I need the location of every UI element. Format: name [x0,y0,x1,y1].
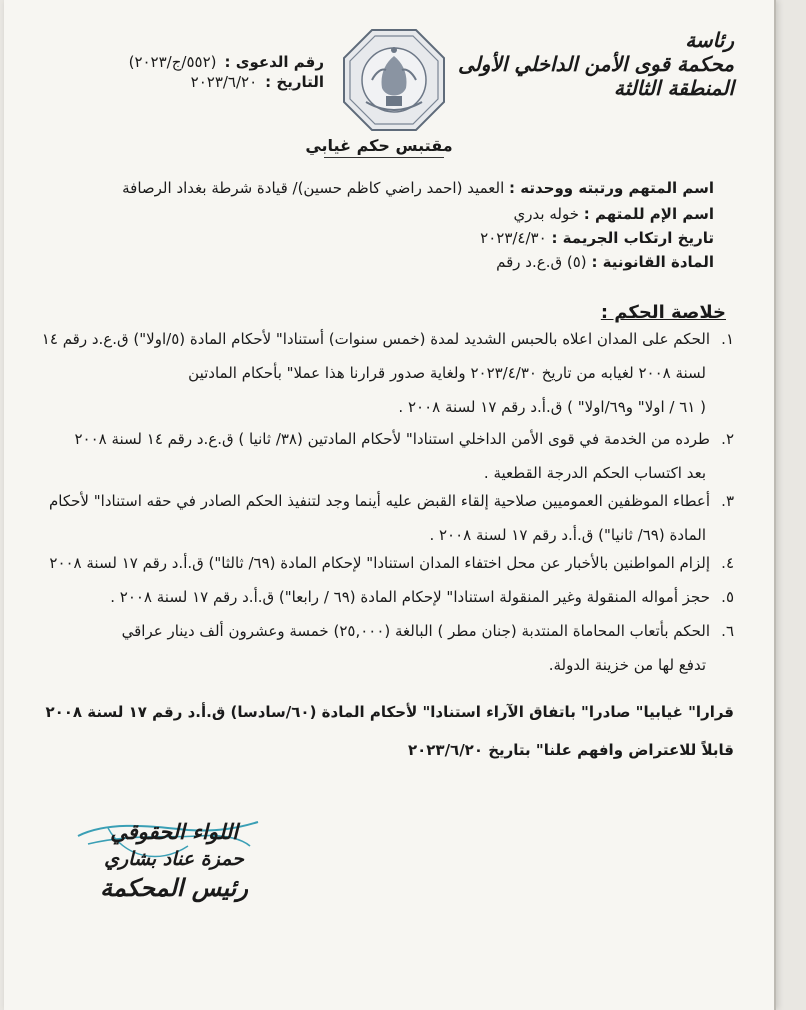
decision-paragraph [14,693,734,769]
item-text: بعد اكتساب الحكم الدرجة القطعية . [483,464,706,482]
signer-position: رئيس المحكمة [100,874,248,902]
summary-item-1 [34,322,734,424]
mother-name-label: اسم الإم للمتهم : [583,205,714,223]
item-number: ٣. [721,492,734,510]
item-number: ٢. [721,430,734,448]
crime-date-row [74,227,714,249]
item-text: الحكم بأتعاب المحاماة المنتدبة (جنان مطر ) البالغة (٢٥,٠٠٠) خمسة وعشرون ألف دينار عراقي [121,622,710,640]
mother-name-row [74,203,714,225]
decision-line: قرارا" غيابيا" صادرا" باتفاق الآراء استنادا" لأحكام المادة (٦٠/سادسا) ق.أ.د رقم ١٧ لسنة ٢٠٠٨ [45,703,734,721]
header-line-region: المنطقة الثالثة [613,76,734,100]
mother-name-value: خوله بدري [513,205,579,223]
signer-rank: اللواء الحقوقي [110,820,238,844]
signature-block [44,820,304,902]
item-text: أعطاء الموظفين العموميين صلاحية إلقاء القبض عليه أينما وجد لتنفيذ الحكم الصادر في حقه استنادا" لأحكام [49,492,710,510]
decision-line: قابلاً للاعتراض وافهم علنا" بتاريخ ٢٠٢٣/٦/٢٠ [407,741,734,759]
item-number: ٤. [721,554,734,572]
defendant-name-label: اسم المتهم ورتبته ووحدته : [509,179,714,197]
crime-date-value: ٢٠٢٣/٤/٣٠ [480,229,547,247]
item-text: طرده من الخدمة في قوى الأمن الداخلي استنادا" لأحكام المادتين (٣٨/ ثانيا ) ق.ع.د رقم ١٤ لسنة ٢٠٠٨ [74,430,710,448]
item-number: ٥. [721,588,734,606]
document-page [4,0,776,1010]
legal-article-value: (٥) ق.ع.د رقم [496,253,587,271]
summary-item-6 [34,614,734,682]
case-number-label: رقم الدعوى : [224,53,324,71]
item-text: ( ٦١ / اولا" و٦٩/اولا" ) ق.أ.د رقم ١٧ لسنة ٢٠٠٨ . [398,398,706,416]
summary-item-2 [34,422,734,490]
summary-item-5 [34,580,734,614]
item-number: ١. [721,330,734,348]
case-number-row [84,52,324,72]
item-text: لسنة ٢٠٠٨ لغيابه من تاريخ ٢٠٢٣/٤/٣٠ ولغاية صدور قرارنا هذا عملا" بأحكام المادتين [188,364,706,382]
summary-heading: خلاصة الحكم : [600,302,726,323]
case-number-value: (٥٥٢/ج/٢٠٢٣) [128,53,217,71]
summary-item-3 [34,484,734,552]
header-line-court: محكمة قوى الأمن الداخلي الأولى [458,52,734,76]
legal-article-label: المادة القانونية : [591,253,714,271]
item-number: ٦. [721,622,734,640]
title-underline [324,157,444,158]
case-date-label: التاريخ : [265,73,324,91]
issuer-header [404,28,734,100]
item-text: حجز أمواله المنقولة وغير المنقولة استنادا" لإحكام المادة (٦٩ / رابعا") ق.أ.د رقم ١٧ لسنة ٢٠٠٨ . [110,588,710,606]
case-date-value: ٢٠٢٣/٦/٢٠ [190,73,258,91]
defendant-name-value: العميد (احمد راضي كاظم حسين)/ قيادة شرطة بغداد الرصافة [122,179,505,197]
summary-item-4 [34,546,734,580]
document-title: مقتبس حكم غيابي [305,136,453,155]
item-text: الحكم على المدان اعلاه بالحبس الشديد لمدة (خمس سنوات) أستنادا" لأحكام المادة (٥/اولا") ق.ع.د رقم ١٤ [41,330,710,348]
case-date-row [84,72,324,92]
item-text: المادة (٦٩/ ثانيا") ق.أ.د رقم ١٧ لسنة ٢٠٠٨ . [429,526,706,544]
signer-name: حمزة عناد بشاري [104,848,244,870]
header-line-presidency: رئاسة [685,28,734,52]
case-reference [84,52,324,92]
item-text: تدفع لها من خزينة الدولة. [548,656,706,674]
item-text: إلزام المواطنين بالأخبار عن محل اختفاء المدان استنادا" لإحكام المادة (٦٩/ ثالثا") ق.أ.د رقم ١٧ لسنة ٢٠٠٨ [49,554,710,572]
legal-article-row [74,251,714,273]
defendant-name-row [74,177,714,199]
police-emblem-icon [342,28,446,132]
crime-date-label: تاريخ ارتكاب الجريمة : [551,229,714,247]
